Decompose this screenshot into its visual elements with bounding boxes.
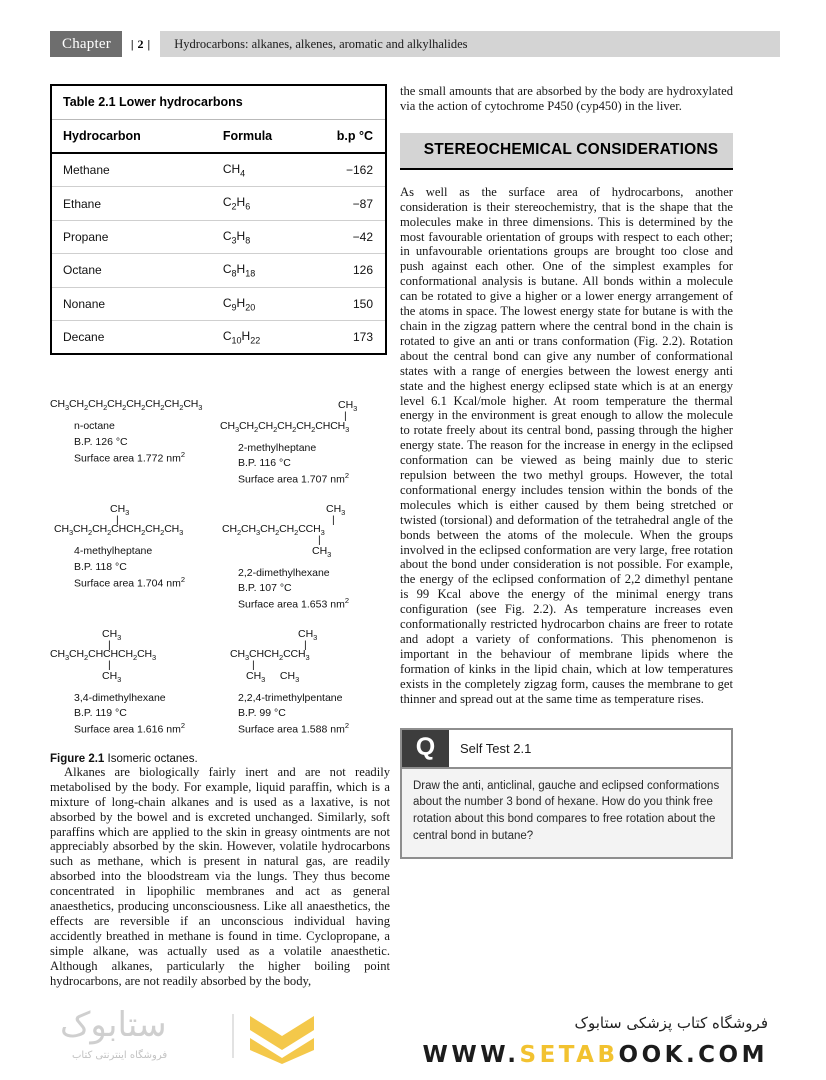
isomer-top-branch: $CH_3$ [338, 399, 358, 414]
cell-formula: $C_3H_8$ [212, 220, 312, 253]
isomer-top-branch: $CH_3$ [102, 627, 122, 642]
isomer-caption [220, 441, 390, 488]
chapter-number [122, 31, 160, 57]
isomer-row [50, 503, 390, 613]
isomer-surface-area: Surface area 1.707 $nm^2$ [238, 471, 349, 486]
right-intro-paragraph: the small amounts that are absorbed by the body are hydroxylated via the action of cytochrome P450 (cyp450) in the liver. [400, 84, 733, 113]
right-column [400, 84, 733, 859]
isomer-bp: B.P. 107 °C [238, 581, 292, 594]
left-column [50, 84, 390, 989]
isomer-bottom-bond: | [108, 659, 111, 672]
isomer-item [220, 399, 390, 488]
table-row [52, 287, 385, 320]
isomer-surface-area: Surface area 1.653 $nm^2$ [238, 596, 349, 611]
isomer-caption [220, 691, 390, 738]
isomer-top-bond: | [108, 639, 111, 651]
isomer-name: 2-methylheptane [238, 441, 317, 454]
footer-divider [232, 1014, 234, 1058]
isomer-bp: B.P. 118 °C [74, 560, 127, 573]
isomer-name: 3,4-dimethylhexane [74, 691, 166, 704]
isomer-bp: B.P. 99 °C [238, 706, 286, 719]
isomer-bottom-bond: | [252, 659, 255, 672]
table-row [52, 320, 385, 353]
figure-caption-text: Isomeric octanes. [107, 752, 198, 765]
isomer-top-bond: | [304, 639, 307, 651]
question-badge-icon: Q [402, 730, 449, 767]
isomer-top-bond: | [116, 514, 119, 526]
isomer-top-branch: $CH_3$ [326, 502, 346, 517]
cell-hydrocarbon: Octane [52, 254, 212, 287]
chapter-title: Hydrocarbons: alkanes, alkenes, aromatic and alkylhalides [160, 31, 780, 57]
table-row [52, 153, 385, 187]
cell-boiling-point: 173 [352, 330, 373, 345]
isomer-bottom-branch: $CH_3$ [312, 544, 332, 559]
table-row [52, 187, 385, 220]
left-body-paragraph: Alkanes are biologically fairly inert and are not readily metabolised by the body. For example, liquid paraffin, which is a mixture of long-chain alkanes and is used as a laxative, is not absorbed by the bowel and is excreted unchanged. Similarly, soft paraffins which are applied to the skin in greasy ointments are not appreciably absorbed by the skin. However, volatile hydrocarbons such as methane, which is present in natural gas, are readily absorbed into the bloodstream via the lungs. They thus become concentrated in lipophilic membranes and act as general anaesthetics, producing unconsciousness. Like all anaesthetics, the effects are reversible if an unconscious individual having accidently breathed in methane is found in time. Cyclopropane, a simple alkane, was actually used as a volatile anaesthetic. Although alkanes, particularly the higher boiling point hydrocarbons, are not readily absorbed by the body, [50, 764, 390, 988]
isomer-grid [50, 399, 390, 738]
isomer-top-bond: | [332, 514, 335, 526]
isomer-chain: $CH_2CH_3CH_2CH_2CCH_3$ [222, 523, 325, 538]
isomer-bottom-bond: | [318, 534, 321, 547]
isomer-bottom-branch: $CH_3$ $CH_3$ [246, 669, 300, 684]
table-caption: Table 2.1 Lower hydrocarbons [52, 86, 385, 120]
isomer-name: 2,2,4-trimethylpentane [238, 691, 343, 704]
footer-url[interactable] [423, 1042, 768, 1068]
cell-formula: $C_{10}H_{22}$ [222, 328, 261, 346]
cell-hydrocarbon: Ethane [52, 187, 212, 220]
isomer-chain: $CH_3CH_2CHCHCH_2CH_3$ [50, 648, 157, 663]
isomer-surface-area: Surface area 1.704 $nm^2$ [74, 574, 185, 590]
isomer-top-bond: | [344, 410, 347, 423]
isomer-item [50, 399, 220, 488]
chapter-label: Chapter [50, 31, 122, 57]
cell-boiling-point: 150 [312, 287, 385, 320]
footer-tagline: فروشگاه کتاب پزشکی ستابوک [574, 1014, 768, 1032]
figure-caption [50, 753, 390, 765]
isomer-surface-area: Surface area 1.588 $nm^2$ [238, 721, 349, 736]
isomer-top-branch: $CH_3$ [298, 627, 318, 642]
isomer-surface-area: Surface area 1.772 $nm^2$ [74, 449, 185, 465]
footer-url-suffix: OOK.COM [618, 1042, 768, 1068]
isomer-name: 2,2-dimethylhexane [238, 566, 330, 579]
isomer-top-branch: $CH_3$ [110, 502, 130, 517]
cell-hydrocarbon: Nonane [52, 287, 212, 320]
right-body-paragraph: As well as the surface area of hydrocarbons, another consideration is their stereochemistry, that is the shape that the molecules make in three dimensions. This is determined by the most favourable orientation of groups with respect to each other; in unfavourable orientations groups are brought too close and push against each other. One of the simplest examples for conformational analysis is butane. All bonds within a molecule can be rotated to give a higher or a lower energy arrangement of the atoms in space. The lowest energy state for butane is with the chain in the zigzag pattern where the central bond in the chain is rotated to give an anti or trans conformation (Fig. 2.2). Rotation about the central bond can give any number of conformational states with a range of energies between the lowest energy anti state and the highest energy eclipsed state which is at an energy level 6.1 Kcal/mole higher. At room temperature the thermal energy in the environment is great enough to allow the molecule to rotate freely about its central bond, passing through the higher energy state. The reason for the increase in energy in the eclipsed conformation can be viewed as being mainly due to steric repulsion between the two methyl groups. However, the total conformational energy includes tension within the bonds of the molecules which is either caused by them being stretched or twisted (torsional) and deformation of the tetrahedral angle of the bonds between the atoms of the molecule. When the groups involved in the eclipsed conformation are very large, free rotation about the bond under consideration is not possible. For example, the energy of the eclipsed conformation of 2,2 dimethyl pentane is 99 Kcal above the energy of the minimal energy trans configuration (see Fig. 2.2). As temperature increases even conformationally restricted hydrocarbon chains are freer to rotate and adopt a variety of conformations. This phenomenon is important in the behaviour of membrane lipids where the formation of kinks in the lipid chain, which at low temperatures exists in the completely zigzag form, causes the membrane to get thinner and spread out at the same time as temperature rises. [400, 184, 733, 706]
table-row [52, 220, 385, 253]
column-header-bp: b.p °C [312, 120, 385, 153]
isomer-caption [50, 691, 220, 738]
setabook-logo-subtitle: فروشگاه اینترنتی کتاب [72, 1050, 168, 1061]
lower-hydrocarbons-table [52, 86, 385, 353]
cell-formula: $C_9H_{20}$ [212, 287, 312, 320]
isomer-chain: $CH_3CHCH_2CCH_3$ [230, 648, 310, 663]
setabook-logo [60, 1005, 167, 1045]
cell-hydrocarbon: Methane [52, 153, 212, 187]
isomer-caption [220, 566, 390, 613]
footer-banner [0, 1002, 826, 1080]
footer-url-mid: B [597, 1042, 619, 1068]
isomer-bp: B.P. 126 °C [74, 435, 128, 448]
isomer-bottom-branch: $CH_3$ [102, 669, 122, 684]
isomer-caption [50, 544, 220, 591]
footer-url-highlight: SETA [519, 1042, 598, 1068]
isomer-row [50, 399, 390, 488]
cell-boiling-point: −162 [312, 153, 385, 187]
figure-2-1 [50, 399, 390, 765]
isomer-bp: B.P. 119 °C [74, 706, 127, 719]
chapter-number-bars-right: | [147, 36, 152, 51]
cell-formula: $CH_4$ [212, 153, 312, 187]
chevron-logo-icon [248, 1014, 316, 1066]
isomer-item [220, 503, 390, 613]
isomer-name: 4-methylheptane [74, 545, 153, 558]
self-test-box [400, 728, 733, 860]
cell-hydrocarbon: Decane [63, 330, 105, 345]
cell-formula: $C_2H_6$ [212, 187, 312, 220]
isomer-name: n-octane [74, 420, 115, 433]
isomer-item [50, 628, 220, 738]
isomer-item [50, 503, 220, 613]
cell-boiling-point: 126 [312, 254, 385, 287]
isomer-chain: $CH_3CH_2CH_2CH_2CH_2CH_2CH_2CH_3$ [50, 398, 203, 413]
cell-boiling-point: −87 [312, 187, 385, 220]
cell-boiling-point: −42 [312, 220, 385, 253]
isomer-item [220, 628, 390, 738]
setabook-logo-word: ستابوک [60, 1005, 167, 1045]
self-test-body: Draw the anti, anticlinal, gauche and eclipsed conformations about the number 3 bond of hexane. How do you think free rotation about this bond compares to free rotation about the central bond in butane? [402, 769, 731, 858]
self-test-title: Self Test 2.1 [449, 730, 731, 767]
isomer-bp: B.P. 116 °C [238, 456, 291, 469]
isomer-row [50, 628, 390, 738]
isomer-chain: $CH_3CH_2CH_2CHCH_2CH_2CH_3$ [54, 523, 184, 538]
isomer-surface-area: Surface area 1.616 $nm^2$ [74, 721, 185, 736]
column-header-hydrocarbon: Hydrocarbon [52, 120, 212, 153]
column-header-formula: Formula [212, 120, 312, 153]
section-heading-stereochemical: STEREOCHEMICAL CONSIDERATIONS [400, 133, 733, 170]
footer-url-prefix: WWW. [422, 1042, 520, 1068]
table-header-row [52, 120, 385, 153]
cell-hydrocarbon: Propane [52, 220, 212, 253]
self-test-header [402, 730, 731, 769]
table-row [52, 254, 385, 287]
page-header [50, 31, 780, 57]
isomer-chain: $CH_3CH_2CH_2CH_2CH_2CHCH_3$ [220, 419, 350, 434]
cell-formula: $C_8H_{18}$ [212, 254, 312, 287]
table-2-1 [50, 84, 387, 355]
isomer-caption [50, 419, 220, 466]
chapter-number-value: 2 [137, 36, 145, 51]
figure-caption-label: Figure 2.1 [50, 752, 105, 765]
chapter-number-bars: | [130, 36, 135, 51]
